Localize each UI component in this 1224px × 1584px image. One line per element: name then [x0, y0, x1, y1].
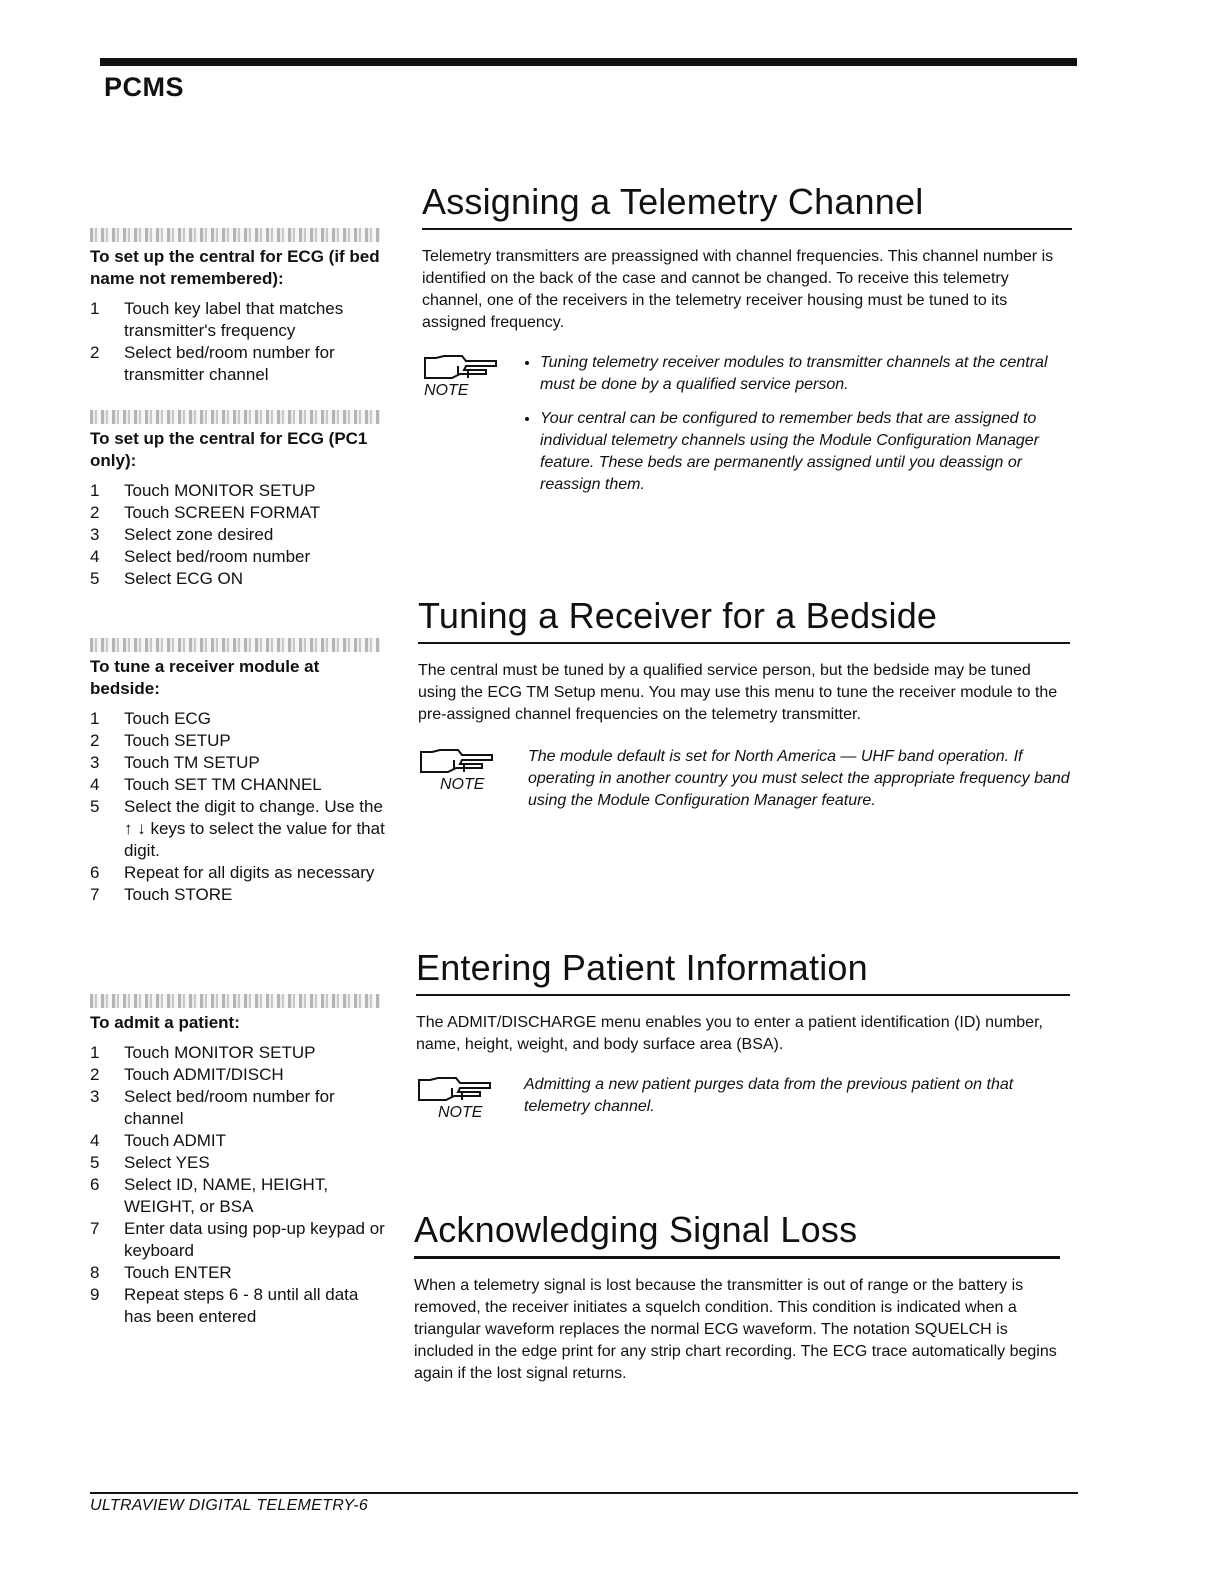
sidebar-title: To tune a receiver module at bedside:	[90, 657, 320, 698]
list-item: 3 Select bed/room number for channel	[90, 1087, 335, 1128]
note-text: The module default is set for North America — UHF band operation. If operating in another country you must select the appropriate frequency band using the Module Configuration Manager feature.	[528, 748, 1070, 809]
list-item: 8 Touch ENTER	[90, 1263, 232, 1282]
list-item: 2 Touch ADMIT/DISCH	[90, 1065, 284, 1084]
list-item: 3 Touch TM SETUP	[90, 753, 260, 772]
sidebar-block-tune-receiver	[90, 638, 390, 906]
list-item: 4 Select bed/room number	[90, 547, 311, 566]
page-footer: ULTRAVIEW DIGITAL TELEMETRY-6	[90, 1497, 369, 1514]
list-item: 4 Touch SET TM CHANNEL	[90, 775, 322, 794]
sidebar-title: To admit a patient:	[90, 1013, 240, 1032]
note-text: Admitting a new patient purges data from the previous patient on that telemetry channel.	[524, 1076, 1014, 1115]
pointing-hand-icon	[418, 746, 498, 776]
section-heading: Entering Patient Information	[416, 947, 868, 988]
section-entering	[416, 946, 1070, 1122]
sidebar-block-admit	[90, 994, 390, 1328]
top-rule	[100, 58, 1077, 66]
note-box	[422, 352, 1072, 508]
note-bullet: • Your central can be configured to remember beds that are assigned to individual telemetry channels using the Module Configuration Manager feature. These beds are permanently assigned until you deassign or reassign them.	[540, 408, 1072, 496]
step-list	[90, 480, 390, 590]
pointing-hand-icon	[422, 352, 502, 382]
heading-rule	[416, 994, 1070, 996]
section-body: Telemetry transmitters are preassigned with channel frequencies. This channel number is identified on the back of the case and cannot be changed. To receive this telemetry channel, one of the receivers in the telemetry receiver housing must be tuned to its assigned frequency.	[422, 248, 1054, 331]
pointing-hand-icon	[416, 1074, 496, 1104]
note-label: NOTE	[440, 776, 485, 793]
heading-rule	[418, 642, 1070, 644]
step-list	[90, 708, 390, 906]
list-item: 2 Select bed/room number for transmitter channel	[90, 343, 335, 384]
list-item: 2 Touch SCREEN FORMAT	[90, 503, 321, 522]
sidebar-block-pc1	[90, 410, 390, 590]
section-heading: Tuning a Receiver for a Bedside	[418, 595, 938, 636]
section-assigning	[422, 180, 1072, 508]
note-icon-group	[416, 1074, 524, 1122]
section-signal-loss	[414, 1208, 1060, 1385]
list-item: 1 Touch MONITOR SETUP	[90, 1043, 316, 1062]
section-body: The ADMIT/DISCHARGE menu enables you to enter a patient identification (ID) number, name, height, weight, and body surface area (BSA).	[416, 1014, 1043, 1053]
sidebar-block-setup-central	[90, 228, 390, 386]
note-text	[522, 352, 1072, 508]
section-body: The central must be tuned by a qualified service person, but the bedside may be tuned using the ECG TM Setup menu. You may use this menu to tune the receiver module to the pre-assigned channel frequencies on the telemetry transmitter.	[418, 662, 1058, 723]
page-header: PCMS	[104, 72, 185, 102]
section-body: When a telemetry signal is lost because the transmitter is out of range or the battery is removed, the receiver initiates a squelch condition. This condition is indicated when a triangular waveform replaces the normal ECG waveform. The notation SQUELCH is included in the edge print for any strip chart recording. The ECG trace automatically begins again if the lost signal returns.	[414, 1277, 1057, 1382]
list-item: 6 Select ID, NAME, HEIGHT, WEIGHT, or BSA	[90, 1175, 329, 1216]
note-label: NOTE	[424, 382, 469, 399]
note-bullet: • Tuning telemetry receiver modules to transmitter channels at the central must be done by a qualified service person.	[540, 352, 1072, 396]
list-item: 5 Select YES	[90, 1153, 210, 1172]
section-heading: Acknowledging Signal Loss	[414, 1209, 858, 1250]
shade-bar	[90, 410, 380, 424]
step-list	[90, 1042, 390, 1328]
list-item: 7 Touch STORE	[90, 885, 233, 904]
list-item: 2 Touch SETUP	[90, 731, 231, 750]
shade-bar	[90, 638, 380, 652]
sidebar-title: To set up the central for ECG (PC1 only):	[90, 429, 368, 470]
note-icon-group	[418, 746, 528, 812]
list-item: 1 Touch MONITOR SETUP	[90, 481, 316, 500]
list-item: 1 Touch ECG	[90, 709, 211, 728]
step-list	[90, 298, 390, 386]
shade-bar	[90, 994, 380, 1008]
note-icon-group	[422, 352, 522, 508]
list-item: 4 Touch ADMIT	[90, 1131, 227, 1150]
list-item: 5 Select the digit to change. Use the ↑ ↓ keys to select the value for that digit.	[90, 797, 385, 860]
shade-bar	[90, 228, 380, 242]
list-item: 3 Select zone desired	[90, 525, 274, 544]
note-box	[418, 746, 1070, 812]
list-item: 1 Touch key label that matches transmitter's frequency	[90, 299, 344, 340]
section-tuning	[418, 594, 1070, 812]
list-item: 9 Repeat steps 6 - 8 until all data has been entered	[90, 1285, 359, 1326]
heading-rule	[422, 228, 1072, 230]
note-box	[416, 1074, 1070, 1122]
note-label: NOTE	[438, 1104, 483, 1121]
section-heading: Assigning a Telemetry Channel	[422, 181, 924, 222]
heading-rule	[414, 1256, 1060, 1259]
list-item: 6 Repeat for all digits as necessary	[90, 863, 375, 882]
list-item: 5 Select ECG ON	[90, 569, 244, 588]
footer-rule	[90, 1492, 1078, 1494]
sidebar-title: To set up the central for ECG (if bed name not remembered):	[90, 247, 380, 288]
list-item: 7 Enter data using pop-up keypad or keyboard	[90, 1219, 385, 1260]
